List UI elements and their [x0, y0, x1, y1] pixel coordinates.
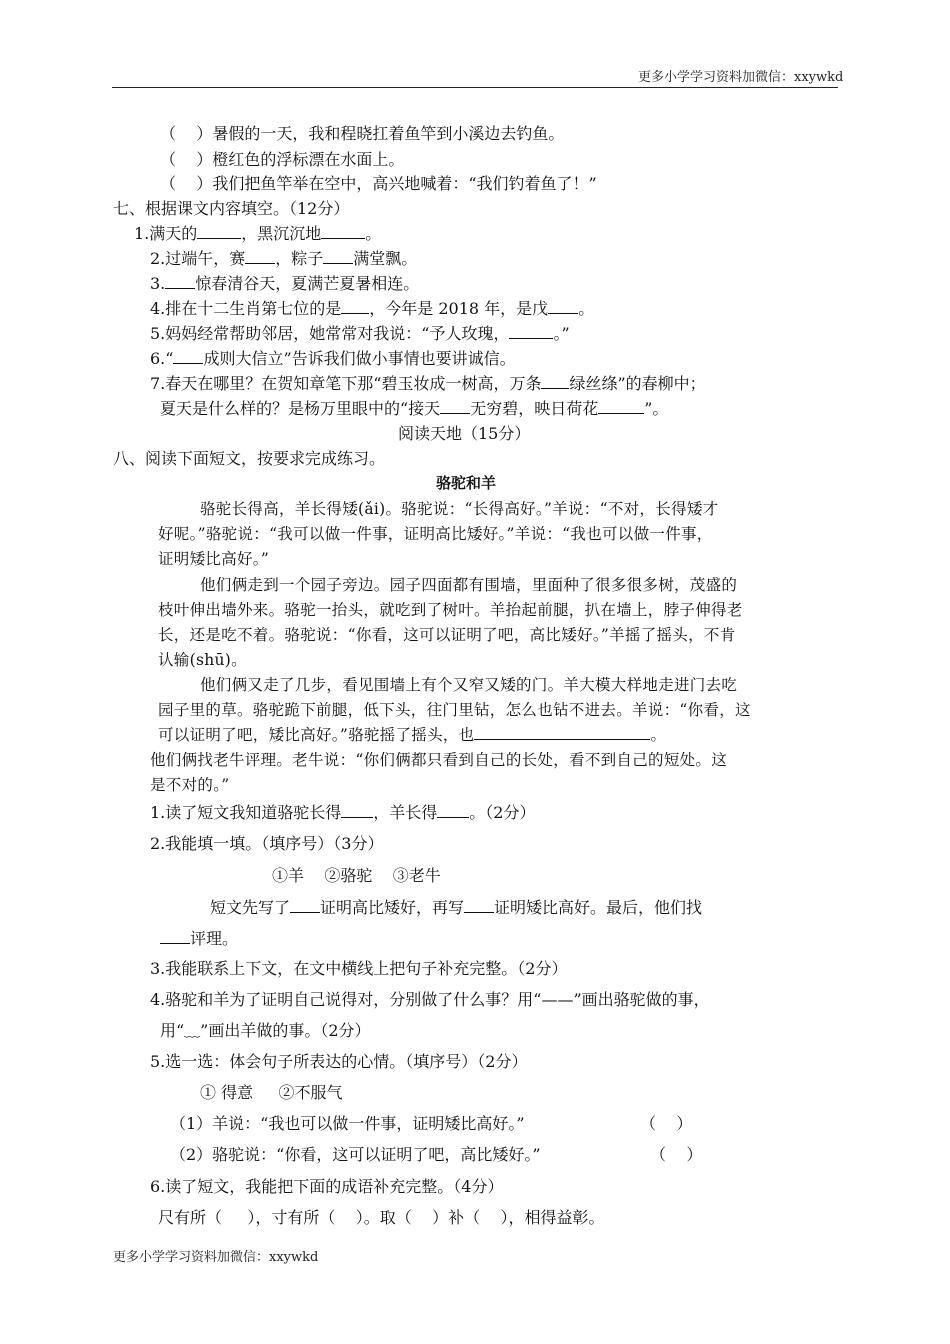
q2-line2: 评理。 [160, 928, 238, 950]
story-p2-line3: 长，还是吃不着。骆驼说：“你看，这可以证明了吧，高比矮好。”羊摇了摇头，不肯 [158, 626, 736, 644]
story-p4-line1: 他们俩找老牛评理。老牛说：“你们俩都只看到自己的长处，看不到自己的短处。这 [150, 751, 728, 769]
story-p2-line4: 认输(shū)。 [158, 651, 247, 669]
q5-s1: （1）羊说：“我也可以做一件事，证明矮比高好。” [170, 1114, 525, 1133]
blank[interactable] [323, 249, 353, 264]
story-p1-line3: 证明矮比高好。” [158, 550, 270, 568]
story-p2-line2: 枝叶伸出墙外来。骆驼一抬头，就吃到了树叶。羊抬起前腿，扒在墙上，脖子伸得老 [158, 601, 743, 619]
blank[interactable] [437, 803, 469, 818]
blank[interactable] [598, 399, 644, 414]
reading-heading: 阅读天地（15分） [398, 424, 531, 443]
q4-line1: 4.骆驼和羊为了证明自己说得对，分别做了什么事？用“——”画出骆驼做的事， [150, 990, 710, 1009]
fill-q2: 2.过端午，赛 ，粽子 满堂飘。 [150, 249, 418, 268]
blank[interactable] [440, 399, 470, 414]
section7-title: 七、根据课文内容填空。（12分） [113, 199, 350, 218]
q2-line1: 短文先写了 证明高比矮好，再写 证明矮比高好。最后，他们找 [210, 898, 703, 917]
q6-title: 6.读了短文，我能把下面的成语补充完整。（4分） [150, 1177, 504, 1196]
q5-s2: （2）骆驼说：“你看，这可以证明了吧，高比矮好。” [170, 1145, 541, 1164]
fill-q7: 7.春天在哪里？在贺知章笔下那“碧玉妆成一树高，万条 绿丝绦”的春柳中； [150, 374, 706, 393]
q5-s2-answer[interactable]: （ ） [650, 1145, 703, 1164]
q4-line2: 用“﹏”画出羊做的事。（2分） [160, 1021, 371, 1040]
footer-watermark: 更多小学学习资料加微信：xxywkd [113, 1250, 319, 1265]
fill-q1: 1.满天的 ，黑沉沉地 。 [134, 224, 382, 243]
blank[interactable] [160, 929, 190, 944]
q2-title: 2.我能填一填。（填序号）（3分） [150, 834, 384, 853]
blank[interactable] [548, 299, 578, 314]
fill-q4: 4.排在十二生肖第七位的是 ，今年是 2018 年，是戊 。 [150, 299, 595, 318]
q6-line: 尺有所（ ），寸有所（ ）。取（ ）补（ ），相得益彰。 [158, 1208, 605, 1227]
q5-options: ① 得意 ②不服气 [200, 1083, 343, 1102]
header-watermark: 更多小学学习资料加微信：xxywkd [638, 70, 844, 85]
order-item-3: （ ）我们把鱼竿举在空中，高兴地喊着：“我们钓着鱼了！” [160, 174, 597, 193]
q1: 1.读了短文我知道骆驼长得 ，羊长得 。（2分） [150, 803, 536, 822]
q5-title: 5.选一选：体会句子所表达的心情。（填序号）（2分） [150, 1052, 528, 1071]
fill-q6: 6.“ 成则大信立”告诉我们做小事情也要讲诚信。 [150, 349, 516, 368]
blank[interactable] [173, 349, 203, 364]
story-p4-line2: 是不对的。” [150, 776, 230, 794]
blank[interactable] [341, 803, 373, 818]
q3: 3.我能联系上下文，在文中横线上把句子补充完整。（2分） [150, 959, 568, 978]
blank[interactable] [464, 898, 494, 913]
blank[interactable] [197, 224, 241, 239]
order-item-2: （ ）橙红色的浮标漂在水面上。 [160, 150, 405, 169]
fill-q3: 3. 惊春清谷天，夏满芒夏暑相连。 [150, 274, 420, 293]
story-p3-line3: 可以证明了吧，矮比高好。”骆驼摇了摇头，也 。 [158, 726, 667, 744]
story-answer-blank[interactable] [474, 725, 650, 740]
fill-q5: 5.妈妈经常帮助邻居，她常常对我说：“予人玫瑰， 。” [150, 324, 570, 343]
story-p3-line2: 园子里的草。骆驼跪下前腿，低下头，往门里钻，怎么也钻不进去。羊说：“你看，这 [158, 701, 751, 719]
blank[interactable] [341, 299, 369, 314]
blank[interactable] [541, 374, 569, 389]
order-item-1: （ ）暑假的一天，我和程晓扛着鱼竿到小溪边去钓鱼。 [160, 124, 565, 143]
story-p1-line1: 骆驼长得高，羊长得矮(ǎi)。骆驼说：“长得高好。”羊说：“不对，长得矮才 [200, 500, 719, 518]
fill-q7-line2: 夏天是什么样的？是杨万里眼中的“接天 无穷碧，映日荷花 ”。 [160, 399, 669, 418]
q5-s1-answer[interactable]: （ ） [640, 1114, 693, 1133]
header-rule [112, 87, 838, 88]
blank[interactable] [321, 224, 365, 239]
story-p1-line2: 好呢。”骆驼说：“我可以做一件事，证明高比矮好。”羊说：“我也可以做一件事， [158, 525, 713, 543]
section8-title: 八、阅读下面短文，按要求完成练习。 [113, 449, 386, 468]
story-p2-line1: 他们俩走到一个园子旁边。园子四面都有围墙，里面种了很多很多树，茂盛的 [200, 576, 738, 594]
story-title: 骆驼和羊 [436, 474, 497, 492]
blank[interactable] [165, 274, 195, 289]
blank[interactable] [509, 324, 553, 339]
blank[interactable] [290, 898, 320, 913]
blank[interactable] [245, 249, 275, 264]
story-p3-line1: 他们俩又走了几步，看见围墙上有个又窄又矮的门。羊大模大样地走进门去吃 [200, 676, 738, 694]
q2-options: ①羊 ②骆驼 ③老牛 [272, 866, 441, 885]
